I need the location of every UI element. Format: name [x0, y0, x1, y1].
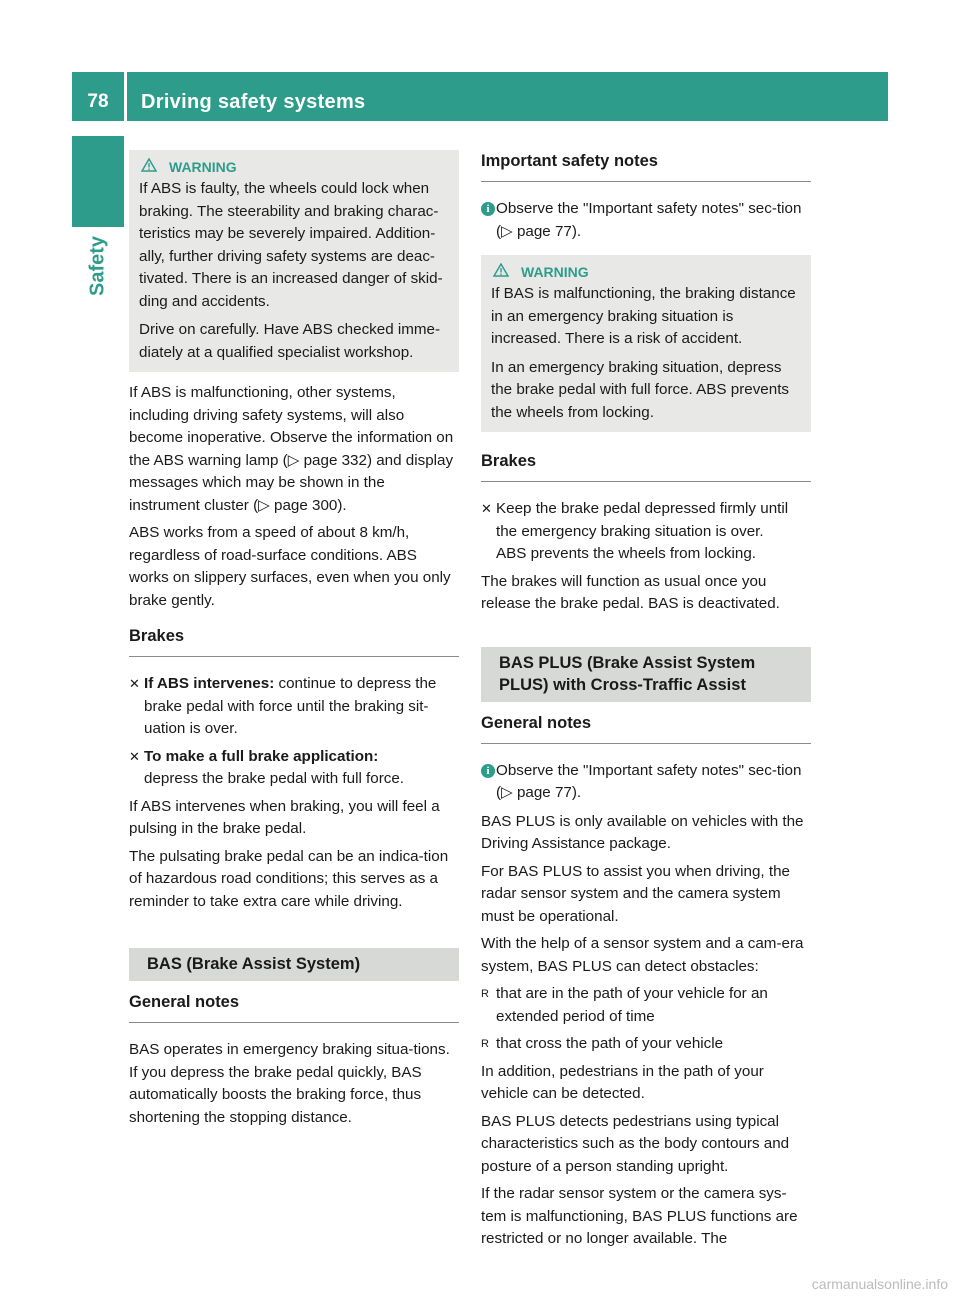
info-note: [481, 198, 811, 243]
page-number: 78: [87, 91, 109, 112]
left-column: [129, 150, 459, 1134]
side-color-block: [72, 136, 124, 227]
heading-brakes: Brakes: [129, 625, 459, 657]
bullet-icon: R: [481, 1038, 489, 1050]
warning-label: WARNING: [521, 264, 589, 280]
step-subtext: ABS prevents the wheels from locking.: [496, 545, 756, 562]
heading-general-notes: General notes: [129, 991, 459, 1023]
header-divider: [124, 72, 127, 121]
paragraph: If ABS intervenes when braking, you will feel a pulsing in the brake pedal.: [129, 797, 440, 837]
bullet-text: that cross the path of your vehicle: [496, 1035, 724, 1052]
step-arrow-icon: ✕: [129, 676, 140, 691]
watermark[interactable]: carmanualsonline.info: [811, 1276, 948, 1292]
paragraph: ABS works from a speed of about 8 km/h, regardless of road-surface conditions. ABS works on slippery surfaces, even when you only brake gently.: [129, 524, 451, 609]
step-bold-label: To make a full brake application:: [144, 747, 379, 765]
step-arrow-icon: ✕: [129, 748, 140, 764]
paragraph: If the radar sensor system or the camera sys-tem is malfunctioning, BAS PLUS functions are restricted or no longer available. The: [481, 1185, 798, 1247]
paragraph: BAS PLUS is only available on vehicles with the Driving Assistance package.: [481, 812, 804, 852]
warning-triangle-icon: [141, 156, 159, 178]
step-text: continue to depress the brake pedal with force until the braking sit-uation is over.: [144, 675, 437, 737]
paragraph: For BAS PLUS to assist you when driving, the radar sensor system and the camera system must be operational.: [481, 862, 790, 925]
section-title: Driving safety systems: [141, 91, 366, 113]
paragraph: BAS operates in emergency braking situa-tions. If you depress the brake pedal quickly, BAS automatically boosts the braking force, thus shortening the stopping distance.: [129, 1041, 450, 1126]
warning-triangle-icon: [493, 261, 511, 283]
paragraph: The pulsating brake pedal can be an indica-tion of hazardous road conditions; this serves as a reminder to take extra care while driving.: [129, 847, 449, 910]
info-text: Observe the "Important safety notes" sec-tion (▷ page 77).: [496, 761, 802, 801]
bullet-text: that are in the path of your vehicle for an extended period of time: [496, 985, 768, 1025]
heading-bas-plus: BAS PLUS (Brake Assist System PLUS) with Cross-Traffic Assist: [481, 647, 811, 702]
warning-label: WARNING: [169, 159, 237, 175]
warning-text: If BAS is malfunctioning, the braking distance in an emergency braking situation is increased. There is a risk of accident.: [491, 285, 796, 347]
heading-bas: BAS (Brake Assist System): [129, 948, 459, 981]
paragraph: With the help of a sensor system and a cam-era system, BAS PLUS can detect obstacles:: [481, 935, 804, 975]
paragraph: BAS PLUS detects pedestrians using typical characteristics such as the body contours and posture of a person standing upright.: [481, 1112, 790, 1175]
step-bold-label: If ABS intervenes:: [144, 675, 275, 692]
paragraph: In addition, pedestrians in the path of your vehicle can be detected.: [481, 1062, 764, 1102]
bullet-icon: R: [481, 988, 489, 1000]
paragraph: The brakes will function as usual once you release the brake pedal. BAS is deactivated.: [481, 572, 780, 612]
list-item: [481, 1033, 811, 1056]
heading-general-notes: General notes: [481, 712, 811, 744]
warning-box: [481, 255, 811, 432]
instruction-step: [129, 746, 459, 791]
instruction-step: [481, 498, 811, 566]
warning-header: [139, 156, 449, 178]
list-item: [481, 983, 811, 1028]
right-column: [481, 150, 811, 1251]
info-text: Observe the "Important safety notes" sec-tion (▷ page 77).: [496, 200, 802, 240]
instruction-step: [129, 673, 459, 741]
info-note: [481, 760, 811, 805]
heading-brakes: Brakes: [481, 450, 811, 482]
heading-important-safety-notes: Important safety notes: [481, 150, 811, 182]
side-tab-label: Safety: [86, 235, 109, 297]
step-text: depress the brake pedal with full force.: [144, 770, 405, 787]
step-text: Keep the brake pedal depressed firmly until the emergency braking situation is over.: [496, 500, 789, 540]
warning-text: If ABS is faulty, the wheels could lock when braking. The steerability and braking charac-teristics may be severely impaired. Addition-ally, further driving safety systems are deac-tivated. There is an increased danger of skid-ding and accidents.: [139, 180, 443, 310]
side-tab: [64, 232, 132, 300]
info-icon: i: [481, 764, 495, 778]
warning-text: In an emergency braking situation, depress the brake pedal with full force. ABS prevents the wheels from locking.: [491, 358, 790, 421]
info-icon: i: [481, 202, 495, 216]
step-arrow-icon: ✕: [481, 501, 492, 516]
warning-box: [129, 150, 459, 372]
warning-text: Drive on carefully. Have ABS checked imme-diately at a qualified specialist workshop.: [139, 321, 441, 361]
paragraph: If ABS is malfunctioning, other systems, including driving safety systems, will also become inoperative. Observe the information on the ABS warning lamp (▷ page 332) and display messages which may be shown in the instrument cluster (▷ page 300).: [129, 384, 454, 514]
warning-header: [491, 261, 801, 283]
